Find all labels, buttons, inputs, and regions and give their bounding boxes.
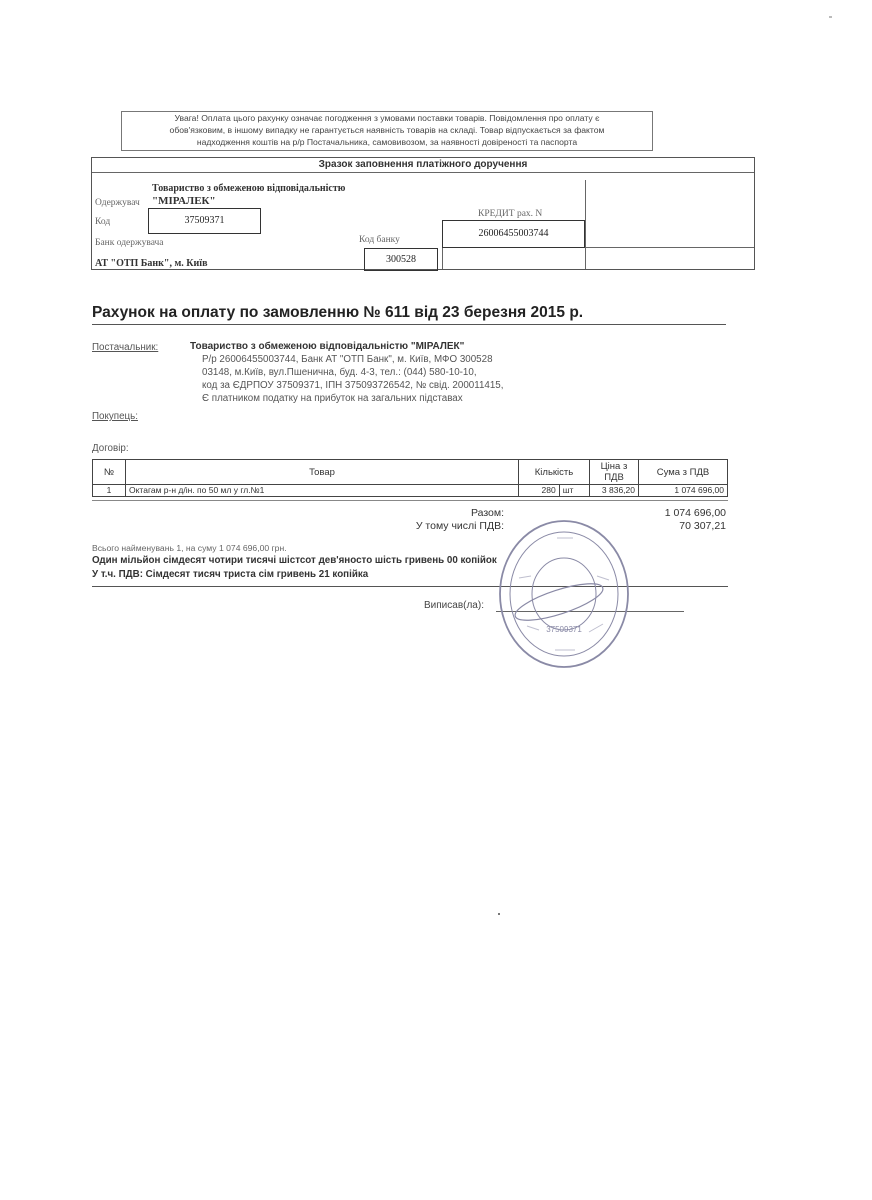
vat-in-words: У т.ч. ПДВ: Сімдесят тисяч триста сім гривень 21 копійка [92, 569, 369, 580]
notice-line: Увага! Оплата цього рахунку означає погодження з умовами поставки товарів. Повідомлення про оплату є [174, 113, 600, 123]
signature-label: Виписав(ла): [424, 600, 484, 611]
code-label: Код [95, 217, 111, 227]
supplier-label: Постачальник: [92, 342, 159, 353]
bank-label: Банк одержувача [95, 238, 164, 248]
divider [92, 586, 728, 587]
items-table [92, 459, 728, 497]
account-box: 26006455003744 [442, 220, 585, 248]
supplier-detail: 03148, м.Київ, вул.Пшенична, буд. 4-3, тел.: (044) 580-10-10, [202, 367, 477, 378]
divider [92, 500, 728, 501]
invoice-title: Рахунок на оплату по замовленню № 611 від 23 березня 2015 р. [92, 304, 584, 321]
header-sum: Сума з ПДВ [639, 460, 728, 485]
amount-in-words: Один мільйон сімдесят чотири тисячі шістсот дев'яносто шість гривень 00 копійок [92, 555, 497, 566]
table-header-row [93, 460, 728, 485]
code-box: 37509371 [148, 208, 261, 234]
divider [92, 172, 754, 173]
scan-speck [498, 913, 500, 915]
supplier-name: Товариство з обмеженою відповідальністю "МІРАЛЕК" [190, 341, 465, 352]
notice-line: надходження коштів на р/р Постачальника, самовивозом, за наявності довіреності та паспорта [196, 137, 578, 147]
bank-name: АТ "ОТП Банк", м. Київ [95, 258, 208, 269]
vat-value: 70 307,21 [679, 520, 726, 532]
scan-speck [829, 16, 832, 18]
header-num: № [93, 460, 126, 485]
row-price: 3 836,20 [590, 485, 639, 497]
items-count-text: Всього найменувань 1, на суму 1 074 696,00 грн. [92, 543, 287, 553]
row-qty: 280 [519, 485, 560, 497]
supplier-detail: Р/р 26006455003744, Банк АТ "ОТП Банк", м. Київ, МФО 300528 [202, 354, 493, 365]
total-value: 1 074 696,00 [664, 507, 726, 519]
credit-label: КРЕДИТ рах. N [478, 209, 543, 219]
notice-line: обов'язковим, в іншому випадку не гарантується наявність товарів на складі. Товар відпускається за фактом [169, 125, 605, 135]
total-label: Разом: [470, 507, 504, 519]
row-product: Октагам р-н д/ін. по 50 мл у гл.№1 [126, 485, 519, 497]
table-row [93, 485, 728, 497]
contract-label: Договір: [92, 443, 129, 454]
payment-order-sample [91, 157, 755, 270]
supplier-detail: код за ЄДРПОУ 37509371, ІПН 375093726542, № свід. 200011415, [202, 380, 504, 391]
vat-label: У тому числі ПДВ: [415, 520, 504, 532]
company-stamp-seal [497, 518, 631, 670]
bank-code-label: Код банку [359, 235, 400, 245]
bank-code-box: 300528 [364, 248, 438, 271]
row-num: 1 [93, 485, 126, 497]
recipient-label: Одержувач [95, 198, 140, 208]
header-qty: Кількість [519, 460, 590, 485]
row-unit: шт [559, 485, 589, 497]
header-price: Ціна з ПДВ [590, 460, 639, 485]
recipient-org: Товариство з обмеженою відповідальністю [152, 183, 346, 194]
divider [585, 180, 586, 269]
row-sum: 1 074 696,00 [639, 485, 728, 497]
buyer-label: Покупець: [92, 411, 138, 422]
stamp-code: 37509371 [546, 625, 582, 634]
header-product: Товар [126, 460, 519, 485]
payment-notice [121, 111, 653, 151]
supplier-detail: Є платником податку на прибуток на загальних підставах [202, 393, 463, 404]
recipient-name: "МІРАЛЕК" [152, 195, 216, 207]
sample-title: Зразок заповнення платіжного доручення [318, 159, 528, 170]
title-underline [92, 324, 726, 325]
